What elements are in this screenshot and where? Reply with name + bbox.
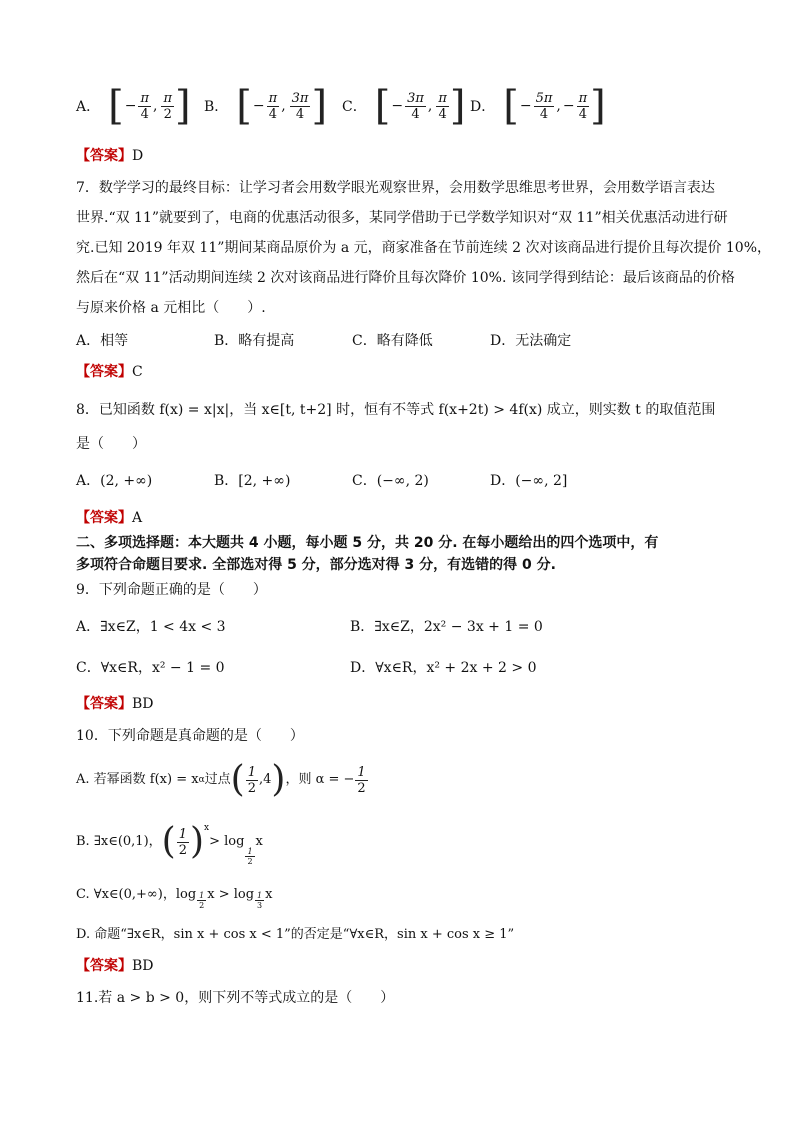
q7-option-d: D．无法确定 [490,333,572,349]
q8-option-a: A．(2, +∞) [76,473,153,489]
fraction: $\frac{\pi}{4}$ [438,90,447,122]
fraction: $\frac{3\pi}{4}$ [291,90,309,122]
fraction: $\frac{1}{3}$ [257,891,263,910]
fraction: $\frac{\pi}{4}$ [578,90,588,122]
q7-option-b: B．略有提高 [214,333,295,349]
right-bracket: ] [175,83,191,129]
q7-line-2: 世界.“双 11”就要到了，电商的优惠活动很多，某同学借助于已学数学知识对“双 11”相关优惠活动进行研 [76,210,728,226]
left-bracket: [ [374,83,391,129]
q8-answer: 【答案】A [76,510,143,526]
left-bracket: [ [108,83,124,129]
q10-option-d: D. 命题“∃x∈R，sin x + cos x < 1”的否定是“∀x∈R，sin x + cos x ≥ 1” [76,927,515,942]
left-bracket: [ [503,83,519,129]
fraction: $\frac{3\pi}{4}$ [407,90,424,122]
q7-line-5: 与原来价格 a 元相比（ ）. [76,300,266,316]
q10-stem: 10．下列命题是真命题的是（ ） [76,728,304,744]
q6-answer: 【答案】D [76,148,144,164]
q8-option-c: C．(−∞, 2) [352,473,429,489]
fraction: $\frac{1}{2}$ [247,764,256,796]
section-2-heading-line-2: 多项符合命题目要求. 全部选对得 5 分，部分选对得 3 分，有选错的得 0 分. [76,557,556,573]
fraction: $\frac{5\pi}{4}$ [535,90,553,122]
q6-option-d: D． [ − $\frac{5\pi}{4}$ , − $\frac{\pi}{4}$ ] [470,83,606,129]
q8-line-1: 8．已知函数 f(x) = x|x|，当 x∈[t, t+2] 时，恒有不等式 f(x+2t) > 4f(x) 成立，则实数 t 的取值范围 [76,402,716,418]
q10-option-c: C. ∀x∈(0,+∞)， log $\frac{1}{2}$ x > log $\frac{1}{3}$ x [76,887,273,910]
q6-option-b: B． [ − $\frac{\pi}{4}$ , $\frac{3\pi}{4}$ ] [204,83,328,129]
fraction: $\frac{1}{2}$ [178,826,187,858]
q9-answer: 【答案】BD [76,696,154,712]
q9-option-b: B．∃x∈Z，2x² − 3x + 1 = 0 [350,619,543,635]
q7-line-3: 究.已知 2019 年双 11”期间某商品原价为 a 元，商家准备在节前连续 2 次对该商品进行提价且每次提价 10%， [76,240,772,256]
section-2-heading-line-1: 二、多项选择题：本大题共 4 小题，每小题 5 分，共 20 分. 在每小题给出的四个选项中，有 [76,535,659,551]
q7-answer: 【答案】C [76,364,143,380]
q7-option-a: A．相等 [76,333,129,349]
q6-option-a: A． [ − $\frac{\pi}{4}$ , $\frac{\pi}{2}$ ] [76,83,191,129]
q7-line-1: 7．数学学习的最终目标：让学习者会用数学眼光观察世界，会用数学思维思考世界，会用数学语言表达 [76,180,715,196]
left-bracket: [ [236,83,252,129]
q8-option-d: D．(−∞, 2] [490,473,568,489]
right-bracket: ] [590,83,606,129]
q11-stem: 11.若 a > b > 0，则下列不等式成立的是（ ） [76,990,395,1006]
q8-option-b: B．[2, +∞) [214,473,291,489]
fraction: $\frac{\pi}{4}$ [268,90,278,122]
fraction: $\frac{\pi}{2}$ [163,90,173,122]
q8-line-2: 是（ ） [76,436,146,452]
q10-answer: 【答案】BD [76,958,154,974]
q6-option-c: C． [ − $\frac{3\pi}{4}$ , $\frac{\pi}{4}$ ] [342,83,466,129]
fraction: $\frac{\pi}{4}$ [140,90,150,122]
q7-line-4: 然后在“双 11”活动期间连续 2 次对该商品进行降价且每次降价 10%. 该同学得到结论：最后该商品的价格 [76,270,735,286]
right-bracket: ] [449,83,466,129]
q10-option-b: B. ∃x∈(0,1)， ( $\frac{1}{2}$ ) x > log $\frac{1}{2}$ x [76,821,263,866]
q7-option-c: C．略有降低 [352,333,433,349]
q10-option-a: A. 若幂函数 f(x) = x α 过点 ( $\frac{1}{2}$ ,4 ) ，则 α = − $\frac{1}{2}$ [76,759,366,800]
q9-stem: 9．下列命题正确的是（ ） [76,582,267,598]
fraction: $\frac{1}{2}$ [199,891,205,910]
fraction: $\frac{1}{2}$ [247,847,253,866]
q9-option-d: D．∀x∈R，x² + 2x + 2 > 0 [350,660,537,676]
fraction: $\frac{1}{2}$ [357,764,366,796]
right-bracket: ] [311,83,328,129]
q9-option-c: C．∀x∈R，x² − 1 = 0 [76,660,225,676]
q9-option-a: A．∃x∈Z，1 < 4x < 3 [76,619,226,635]
